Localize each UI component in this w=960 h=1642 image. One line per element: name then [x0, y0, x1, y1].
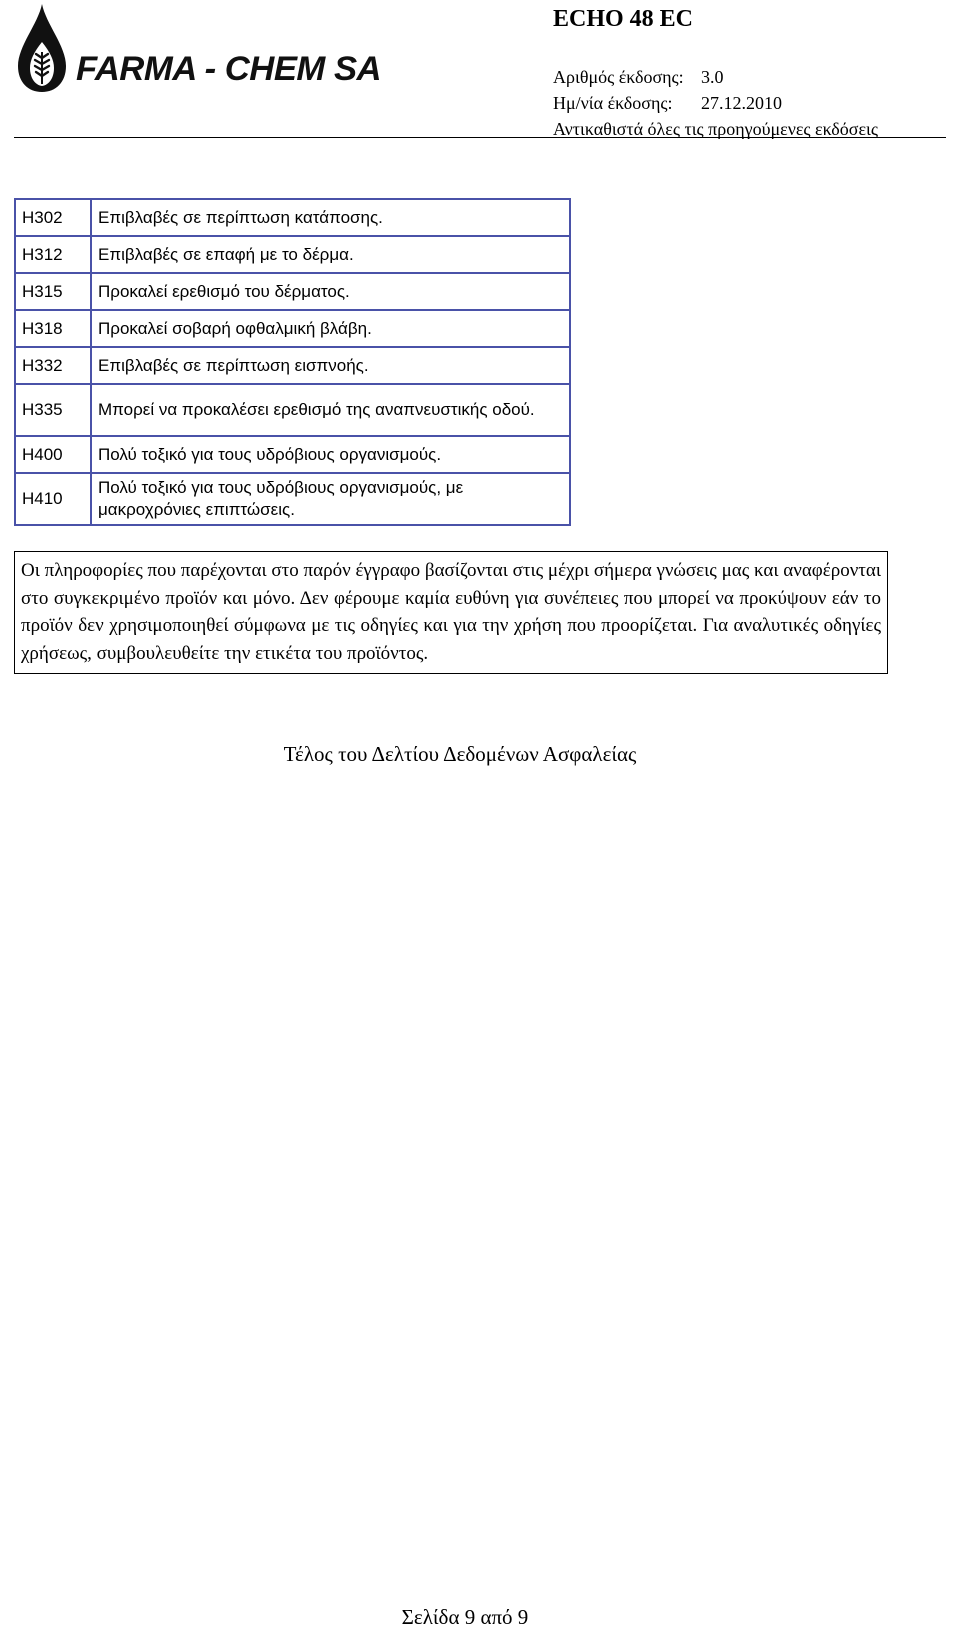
hazard-code: H332 [15, 347, 91, 384]
version-row [553, 64, 878, 90]
supersedes-note: Αντικαθιστά όλες τις προηγούμενες εκδόσεις [553, 119, 879, 139]
hazard-text: Πολύ τοξικό για τους υδρόβιους οργανισμούς, με μακροχρόνιες επιπτώσεις. [91, 473, 570, 525]
drop-wheat-icon [14, 2, 70, 94]
hazard-code: H318 [15, 310, 91, 347]
end-of-document-note: Τέλος του Δελτίου Δεδομένων Ασφαλείας [283, 742, 637, 766]
document-meta [553, 64, 878, 142]
hazard-code: H410 [15, 473, 91, 525]
hazard-text: Προκαλεί σοβαρή οφθαλμική βλάβη. [91, 310, 570, 347]
hazard-text: Επιβλαβές σε περίπτωση εισπνοής. [91, 347, 570, 384]
hazard-code: H335 [15, 384, 91, 436]
hazard-code: H400 [15, 436, 91, 473]
version-label: Αριθμός έκδοσης: [553, 67, 684, 87]
page-number: Σελίδα 9 από 9 [401, 1605, 529, 1629]
hazard-text: Πολύ τοξικό για τους υδρόβιους οργανισμούς. [91, 436, 570, 473]
logo-wordmark: FARMA - CHEM SA [76, 50, 382, 88]
table-row [15, 473, 570, 525]
hazard-text: Μπορεί να προκαλέσει ερεθισμό της αναπνευστικής οδού. [91, 384, 570, 436]
table-row [15, 236, 570, 273]
hazard-code: H312 [15, 236, 91, 273]
hazard-text: Προκαλεί ερεθισμό του δέρματος. [91, 273, 570, 310]
hazard-text: Επιβλαβές σε περίπτωση κατάποσης. [91, 199, 570, 236]
table-row [15, 310, 570, 347]
table-row [15, 347, 570, 384]
date-value: 27.12.2010 [701, 93, 782, 113]
table-row [15, 199, 570, 236]
date-label: Ημ/νία έκδοσης: [553, 93, 673, 113]
table-row [15, 384, 570, 436]
product-name: ECHO 48 EC [553, 6, 694, 32]
version-value: 3.0 [701, 67, 724, 87]
company-logo [14, 2, 394, 94]
hazard-statements-table [14, 198, 571, 526]
table-row [15, 273, 570, 310]
hazard-code: H302 [15, 199, 91, 236]
header-divider [14, 137, 946, 138]
hazard-code: H315 [15, 273, 91, 310]
hazard-text: Επιβλαβές σε επαφή με το δέρμα. [91, 236, 570, 273]
disclaimer-box: Οι πληροφορίες που παρέχονται στο παρόν έγγραφο βασίζονται στις μέχρι σήμερα γνώσεις μας και αναφέρονται στο συγκεκριμένο προϊόν και μόνο. Δεν φέρουμε καμία ευθύνη για συνέπειες που μπορεί να προκύψουν εάν το προϊόν δεν χρησιμοποιηθεί σύμφωνα με τις οδηγίες και για την χρήση που προορίζεται. Για αναλυτικές οδηγίες χρήσεως, συμβουλευθείτε την ετικέτα του προϊόντος. [14, 551, 888, 674]
date-row [553, 90, 878, 116]
table-row [15, 436, 570, 473]
